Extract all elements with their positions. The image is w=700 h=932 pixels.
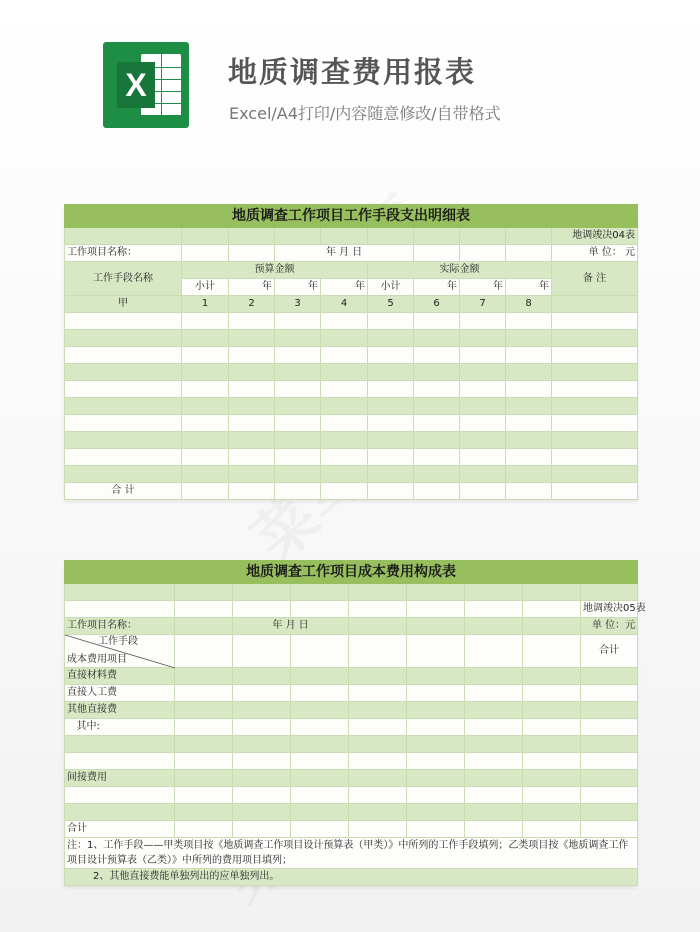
data-cell[interactable] — [349, 685, 407, 702]
data-cell[interactable] — [229, 415, 275, 432]
cost-item-label: 直接材料费 — [65, 668, 175, 685]
diag-bottom-label: 成本费用项目 — [67, 654, 127, 665]
cost-item-label — [65, 804, 175, 821]
data-cell[interactable] — [175, 821, 233, 838]
data-cell[interactable] — [349, 736, 407, 753]
data-cell[interactable] — [65, 330, 182, 347]
cost-item-label: 直接人工费 — [65, 685, 175, 702]
data-cell[interactable] — [182, 415, 229, 432]
cost-item-label — [65, 787, 175, 804]
data-cell[interactable] — [581, 804, 638, 821]
date-field[interactable]: 年 月 日 — [275, 245, 414, 262]
data-cell[interactable] — [233, 804, 291, 821]
data-cell[interactable] — [175, 770, 233, 787]
actual-year-header: 年 — [506, 279, 552, 296]
data-cell[interactable] — [291, 702, 349, 719]
table-row — [65, 719, 638, 736]
actual-header: 实际金额 — [368, 262, 552, 279]
data-cell[interactable] — [65, 466, 182, 483]
data-cell[interactable] — [368, 347, 414, 364]
data-cell[interactable] — [552, 313, 638, 330]
header — [0, 0, 700, 190]
data-cell[interactable] — [506, 432, 552, 449]
table-row — [65, 736, 638, 753]
data-cell[interactable] — [233, 702, 291, 719]
data-cell[interactable] — [349, 770, 407, 787]
data-cell[interactable] — [523, 753, 581, 770]
data-cell[interactable] — [407, 736, 465, 753]
data-cell[interactable] — [321, 364, 368, 381]
data-cell[interactable] — [182, 313, 229, 330]
data-cell[interactable] — [465, 821, 523, 838]
data-cell[interactable] — [233, 668, 291, 685]
cost-item-label — [65, 753, 175, 770]
data-cell[interactable] — [552, 330, 638, 347]
project-name-label: 工作项目名称： — [65, 618, 175, 635]
data-cell[interactable] — [229, 381, 275, 398]
data-cell[interactable] — [414, 347, 460, 364]
index-cell: 1 — [182, 296, 229, 313]
table-row — [65, 821, 638, 838]
cost-item-label: 其他直接费 — [65, 702, 175, 719]
data-cell[interactable] — [581, 685, 638, 702]
data-cell[interactable] — [65, 313, 182, 330]
data-cell[interactable] — [506, 415, 552, 432]
data-cell[interactable] — [460, 398, 506, 415]
data-cell[interactable] — [407, 753, 465, 770]
data-cell[interactable] — [275, 449, 321, 466]
data-cell[interactable] — [506, 449, 552, 466]
data-cell[interactable] — [291, 685, 349, 702]
data-cell[interactable] — [523, 787, 581, 804]
data-cell[interactable] — [65, 381, 182, 398]
index-cell: 7 — [460, 296, 506, 313]
data-cell[interactable] — [506, 398, 552, 415]
data-cell[interactable] — [321, 398, 368, 415]
table-row — [65, 347, 638, 364]
actual-year-header: 年 — [460, 279, 506, 296]
data-cell[interactable] — [460, 347, 506, 364]
data-cell[interactable] — [407, 821, 465, 838]
data-cell[interactable] — [523, 736, 581, 753]
data-cell[interactable] — [182, 347, 229, 364]
data-cell[interactable] — [233, 770, 291, 787]
table-row — [65, 449, 638, 466]
data-cell[interactable] — [229, 449, 275, 466]
data-cell[interactable] — [407, 770, 465, 787]
data-cell[interactable] — [581, 770, 638, 787]
data-cell[interactable] — [460, 449, 506, 466]
data-cell[interactable] — [65, 347, 182, 364]
data-cell[interactable] — [321, 330, 368, 347]
data-cell[interactable] — [506, 313, 552, 330]
data-cell[interactable] — [523, 685, 581, 702]
data-cell[interactable] — [321, 347, 368, 364]
data-cell[interactable] — [506, 347, 552, 364]
data-cell[interactable] — [368, 415, 414, 432]
data-cell[interactable] — [233, 685, 291, 702]
data-cell[interactable] — [275, 347, 321, 364]
data-cell[interactable] — [175, 804, 233, 821]
table2-title: 地质调查工作项目成本费用构成表 — [65, 561, 638, 584]
actual-subtotal-header: 小计 — [368, 279, 414, 296]
data-cell[interactable] — [291, 804, 349, 821]
table-row — [65, 313, 638, 330]
table-row — [65, 702, 638, 719]
data-cell[interactable] — [368, 364, 414, 381]
data-cell[interactable] — [465, 668, 523, 685]
total-label: 合 计 — [65, 483, 182, 500]
data-cell[interactable] — [275, 381, 321, 398]
data-cell[interactable] — [321, 466, 368, 483]
data-cell[interactable] — [182, 330, 229, 347]
data-cell[interactable] — [275, 398, 321, 415]
data-cell[interactable] — [552, 381, 638, 398]
cost-item-label: 合计 — [65, 821, 175, 838]
data-cell[interactable] — [349, 702, 407, 719]
data-cell[interactable] — [275, 466, 321, 483]
data-cell[interactable] — [368, 432, 414, 449]
data-cell[interactable] — [581, 753, 638, 770]
data-cell[interactable] — [552, 347, 638, 364]
data-cell[interactable] — [175, 685, 233, 702]
data-cell[interactable] — [523, 719, 581, 736]
data-cell[interactable] — [65, 398, 182, 415]
table-row — [65, 753, 638, 770]
data-cell[interactable] — [581, 702, 638, 719]
data-cell[interactable] — [407, 787, 465, 804]
data-cell[interactable] — [349, 719, 407, 736]
data-cell[interactable] — [465, 702, 523, 719]
data-cell[interactable] — [321, 313, 368, 330]
data-cell[interactable] — [291, 753, 349, 770]
data-cell[interactable] — [460, 313, 506, 330]
diagonal-header-cell — [65, 635, 175, 668]
data-cell[interactable] — [291, 821, 349, 838]
data-cell[interactable] — [229, 364, 275, 381]
data-cell[interactable] — [368, 449, 414, 466]
data-cell[interactable] — [182, 432, 229, 449]
data-cell[interactable] — [465, 736, 523, 753]
note-1: 注：1、工作手段——甲类项目按《地质调查工作项目设计预算表（甲类）》中所列的工作手段填列；乙类项目按《地质调查工作项目设计预算表（乙类）》中所列的费用项目填列； — [65, 838, 638, 869]
data-cell[interactable] — [233, 821, 291, 838]
data-cell[interactable] — [414, 449, 460, 466]
data-cell[interactable] — [291, 736, 349, 753]
data-cell[interactable] — [414, 415, 460, 432]
data-cell[interactable] — [407, 804, 465, 821]
data-cell[interactable] — [229, 347, 275, 364]
data-cell[interactable] — [581, 736, 638, 753]
budget-year-header: 年 — [321, 279, 368, 296]
project-name-label: 工作项目名称： — [65, 245, 182, 262]
data-cell[interactable] — [552, 415, 638, 432]
data-cell[interactable] — [523, 804, 581, 821]
data-cell[interactable] — [581, 719, 638, 736]
data-cell[interactable] — [182, 466, 229, 483]
cost-composition-table — [64, 560, 646, 886]
data-cell[interactable] — [321, 449, 368, 466]
data-cell[interactable] — [552, 466, 638, 483]
data-cell[interactable] — [414, 313, 460, 330]
table-row — [65, 787, 638, 804]
data-cell[interactable] — [275, 415, 321, 432]
data-cell[interactable] — [523, 668, 581, 685]
data-cell[interactable] — [506, 364, 552, 381]
data-cell[interactable] — [321, 381, 368, 398]
data-cell[interactable] — [182, 364, 229, 381]
index-cell: 甲 — [65, 296, 182, 313]
data-cell[interactable] — [460, 432, 506, 449]
method-header: 工作手段名称 — [65, 262, 182, 296]
data-cell[interactable] — [291, 787, 349, 804]
table-row — [65, 668, 638, 685]
table-row — [65, 398, 638, 415]
data-cell[interactable] — [414, 364, 460, 381]
unit-label: 单 位： 元 — [552, 245, 638, 262]
data-cell[interactable] — [291, 668, 349, 685]
data-cell[interactable] — [368, 381, 414, 398]
data-cell[interactable] — [460, 415, 506, 432]
data-cell[interactable] — [407, 685, 465, 702]
data-cell[interactable] — [182, 398, 229, 415]
data-cell[interactable] — [233, 787, 291, 804]
page-subtitle: Excel/A4打印/内容随意修改/自带格式 — [229, 104, 501, 123]
table-row — [65, 466, 638, 483]
table-row — [65, 415, 638, 432]
data-cell[interactable] — [321, 432, 368, 449]
table1-title: 地质调查工作项目工作手段支出明细表 — [65, 205, 638, 228]
index-cell: 3 — [275, 296, 321, 313]
data-cell[interactable] — [233, 753, 291, 770]
data-cell[interactable] — [460, 330, 506, 347]
data-cell[interactable] — [65, 364, 182, 381]
data-cell[interactable] — [182, 449, 229, 466]
data-cell[interactable] — [506, 330, 552, 347]
data-cell[interactable] — [233, 736, 291, 753]
data-cell[interactable] — [175, 753, 233, 770]
data-cell[interactable] — [581, 668, 638, 685]
table-row — [65, 364, 638, 381]
data-cell[interactable] — [523, 770, 581, 787]
data-cell[interactable] — [65, 449, 182, 466]
data-cell[interactable] — [229, 466, 275, 483]
data-cell[interactable] — [581, 787, 638, 804]
page-title: 地质调查费用报表 — [228, 55, 477, 89]
data-cell[interactable] — [368, 330, 414, 347]
table-row — [65, 685, 638, 702]
data-cell[interactable] — [291, 719, 349, 736]
data-cell[interactable] — [175, 702, 233, 719]
cost-item-label — [65, 736, 175, 753]
index-cell: 2 — [229, 296, 275, 313]
data-cell[interactable] — [175, 787, 233, 804]
actual-year-header: 年 — [414, 279, 460, 296]
data-cell[interactable] — [175, 736, 233, 753]
data-cell[interactable] — [460, 364, 506, 381]
cost-item-label: 其中: — [65, 719, 175, 736]
data-cell[interactable] — [407, 668, 465, 685]
data-cell[interactable] — [552, 449, 638, 466]
data-cell[interactable] — [368, 466, 414, 483]
data-cell[interactable] — [229, 398, 275, 415]
data-cell[interactable] — [523, 702, 581, 719]
data-cell[interactable] — [460, 381, 506, 398]
data-cell[interactable] — [349, 821, 407, 838]
data-cell[interactable] — [506, 466, 552, 483]
table-row — [65, 432, 638, 449]
budget-year-header: 年 — [229, 279, 275, 296]
data-cell[interactable] — [368, 398, 414, 415]
data-cell[interactable] — [275, 330, 321, 347]
data-cell[interactable] — [407, 702, 465, 719]
data-cell[interactable] — [552, 432, 638, 449]
excel-logo-icon: X — [103, 42, 189, 128]
index-cell: 8 — [506, 296, 552, 313]
data-cell[interactable] — [275, 364, 321, 381]
data-cell[interactable] — [552, 398, 638, 415]
data-cell[interactable] — [233, 719, 291, 736]
data-cell[interactable] — [291, 770, 349, 787]
unit-label: 单 位：元 — [581, 618, 638, 635]
data-cell[interactable] — [175, 719, 233, 736]
table-row — [65, 770, 638, 787]
budget-header: 预算金额 — [182, 262, 368, 279]
data-cell[interactable] — [275, 313, 321, 330]
expense-detail-table — [64, 204, 637, 500]
remarks-header: 备 注 — [552, 262, 638, 296]
data-cell[interactable] — [368, 313, 414, 330]
data-cell[interactable] — [182, 381, 229, 398]
date-field[interactable]: 年 月 日 — [233, 618, 349, 635]
data-cell[interactable] — [349, 753, 407, 770]
budget-year-header: 年 — [275, 279, 321, 296]
table-row — [65, 381, 638, 398]
data-cell[interactable] — [349, 787, 407, 804]
table-row — [65, 804, 638, 821]
data-cell[interactable] — [175, 668, 233, 685]
diag-top-label: 工作手段 — [98, 636, 138, 647]
cost-item-label: 间接费用 — [65, 770, 175, 787]
data-cell[interactable] — [465, 685, 523, 702]
table2-code: 地调竣决05表 — [581, 601, 638, 618]
data-cell[interactable] — [414, 381, 460, 398]
table-row — [65, 330, 638, 347]
data-cell[interactable] — [414, 466, 460, 483]
data-cell[interactable] — [349, 668, 407, 685]
data-cell[interactable] — [523, 821, 581, 838]
total-header: 合计 — [581, 635, 638, 668]
data-cell[interactable] — [465, 770, 523, 787]
data-cell[interactable] — [65, 432, 182, 449]
data-cell[interactable] — [414, 398, 460, 415]
data-cell[interactable] — [465, 719, 523, 736]
index-cell: 4 — [321, 296, 368, 313]
data-cell[interactable] — [460, 466, 506, 483]
data-cell[interactable] — [581, 821, 638, 838]
data-cell[interactable] — [465, 787, 523, 804]
data-cell[interactable] — [465, 753, 523, 770]
data-cell[interactable] — [229, 330, 275, 347]
data-cell[interactable] — [465, 804, 523, 821]
index-cell: 5 — [368, 296, 414, 313]
data-cell[interactable] — [229, 313, 275, 330]
data-cell[interactable] — [229, 432, 275, 449]
budget-subtotal-header: 小计 — [182, 279, 229, 296]
data-cell[interactable] — [407, 719, 465, 736]
data-cell[interactable] — [414, 432, 460, 449]
data-cell[interactable] — [65, 415, 182, 432]
data-cell[interactable] — [414, 330, 460, 347]
data-cell[interactable] — [321, 415, 368, 432]
data-cell[interactable] — [506, 381, 552, 398]
data-cell[interactable] — [552, 364, 638, 381]
table1-code: 地调竣决04表 — [552, 228, 638, 245]
data-cell[interactable] — [349, 804, 407, 821]
index-cell: 6 — [414, 296, 460, 313]
note-2: 2、其他直接费能单独列出的应单独列出。 — [65, 869, 638, 886]
data-cell[interactable] — [275, 432, 321, 449]
